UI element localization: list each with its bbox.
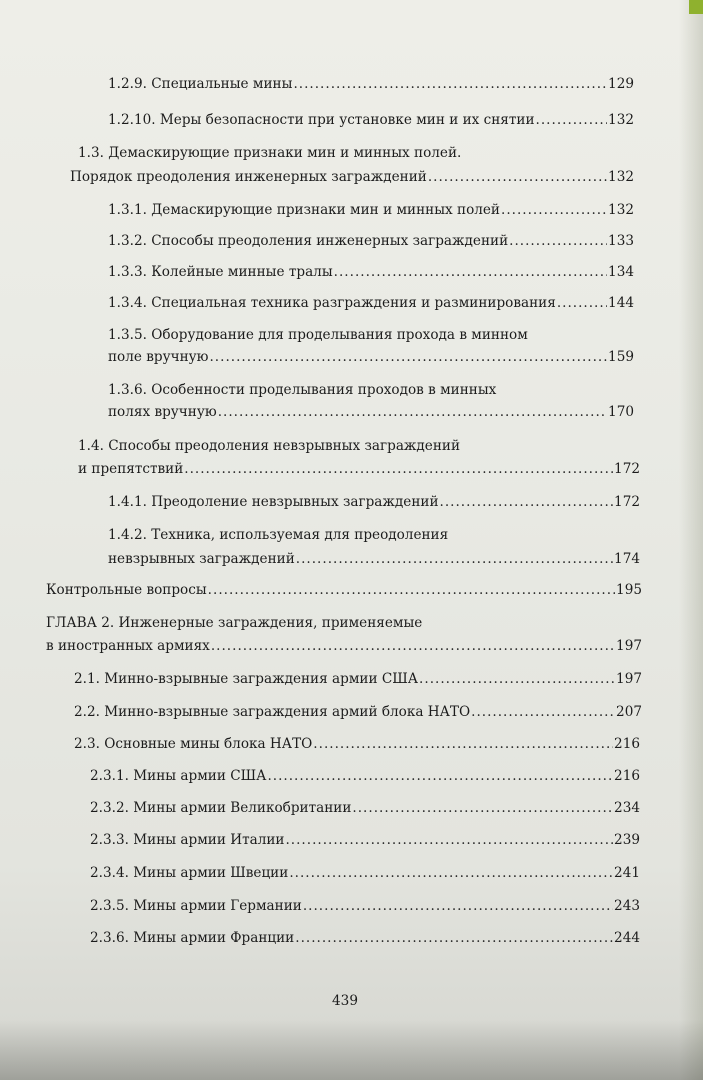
toc-entry-title: 1.3.3. Колейные минные тралы [108,264,333,280]
toc-entry-1-3-3[interactable] [108,264,634,284]
bottom-shadow [0,1020,703,1080]
toc-leader-dots [289,865,613,881]
toc-leader-dots [428,169,607,185]
toc-entry-title: 2.1. Минно-взрывные заграждения армии США [74,671,419,687]
toc-entry-title: 1.3.4. Специальная техника разграждения и разминирования [108,295,556,311]
toc-entry-title: 2.3.6. Мины армии Франции [90,930,295,946]
toc-entry-page: 195 [616,582,642,598]
toc-entry-page: 133 [608,233,634,249]
toc-entry-title: 1.3.2. Способы преодоления инженерных заграждений [108,233,509,249]
toc-entry-control-questions[interactable] [46,582,642,602]
toc-entry-1-4-title-line1[interactable]: 1.4. Способы преодоления невзрывных заграждений [78,438,461,454]
toc-entry-title: Контрольные вопросы [46,582,207,598]
toc-entry-title: в иностранных армиях [46,638,210,654]
toc-entry-1-4-2-title-line1[interactable]: 1.4.2. Техника, используемая для преодоления [108,527,449,543]
toc-entry-page: 132 [608,169,634,185]
toc-entry-page: 170 [608,404,634,420]
toc-entry-1-2-10[interactable] [108,112,634,132]
toc-entry-2-3-2[interactable] [90,800,640,820]
toc-entry-page: 144 [608,295,634,311]
toc-entry-title: 1.2.10. Меры безопасности при установке мин и их снятии [108,112,535,128]
toc-entry-title: и препятствий [78,461,184,477]
toc-leader-dots [285,832,613,848]
toc-entry-title: 2.2. Минно-взрывные заграждения армий блока НАТО [74,704,471,720]
toc-leader-dots [295,930,613,946]
toc-leader-dots [334,264,607,280]
toc-entry-1-4-2[interactable] [108,551,640,571]
toc-entry-page: 216 [614,736,640,752]
toc-entry-title: 2.3.2. Мины армии Великобритании [90,800,352,816]
toc-entry-title: полях вручную [108,404,217,420]
toc-entry-2-1[interactable] [74,671,642,691]
toc-entry-title: 1.2.9. Специальные мины [108,76,293,92]
toc-entry-title: 2.3.3. Мины армии Италии [90,832,285,848]
toc-entry-page: 234 [614,800,640,816]
toc-leader-dots [267,768,613,784]
toc-entry-1-3[interactable] [70,169,634,189]
toc-leader-dots [184,461,613,477]
toc-entry-page: 174 [614,551,640,567]
toc-entry-page: 172 [614,494,640,510]
toc-entry-page: 243 [614,898,640,914]
toc-entry-2-2[interactable] [74,704,642,724]
toc-entry-page: 216 [614,768,640,784]
toc-leader-dots [352,800,613,816]
toc-leader-dots [471,704,615,720]
toc-entry-1-3-5[interactable] [108,349,634,369]
toc-entry-page: 197 [616,671,642,687]
toc-entry-page: 244 [614,930,640,946]
toc-entry-title: 2.3.4. Мины армии Швеции [90,865,289,881]
toc-entry-1-4[interactable] [78,461,640,481]
toc-leader-dots [218,404,607,420]
toc-entry-1-3-6[interactable] [108,404,634,424]
toc-entry-page: 172 [614,461,640,477]
toc-entry-1-3-5-title-line1[interactable]: 1.3.5. Оборудование для проделывания прохода в минном [108,327,528,343]
toc-entry-page: 239 [614,832,640,848]
toc-leader-dots [296,551,613,567]
toc-entry-1-2-9[interactable] [108,76,634,96]
toc-leader-dots [440,494,614,510]
toc-leader-dots [293,76,607,92]
toc-leader-dots [313,736,613,752]
toc-entry-title: невзрывных заграждений [108,551,295,567]
toc-entry-2-3-1[interactable] [90,768,640,788]
toc-entry-1-3-title-line1[interactable]: 1.3. Демаскирующие признаки мин и минных полей. [78,145,462,161]
green-cover-corner [689,0,703,14]
toc-leader-dots [303,898,613,914]
toc-entry-page: 134 [608,264,634,280]
toc-entry-title: 1.3.1. Демаскирующие признаки мин и минных полей [108,202,500,218]
toc-leader-dots [536,112,608,128]
toc-entry-1-3-2[interactable] [108,233,634,253]
toc-leader-dots [557,295,607,311]
toc-entry-title: Порядок преодоления инженерных заграждений [70,169,427,185]
toc-leader-dots [419,671,615,687]
toc-entry-title: поле вручную [108,349,209,365]
toc-leader-dots [509,233,607,249]
toc-entry-page: 132 [608,202,634,218]
toc-entry-title: 2.3.5. Мины армии Германии [90,898,302,914]
toc-entry-1-3-1[interactable] [108,202,634,222]
toc-entry-2-3[interactable] [74,736,640,756]
toc-entry-1-4-1[interactable] [108,494,640,514]
page-edge-shadow [679,0,703,1080]
toc-entry-2-3-5[interactable] [90,898,640,918]
toc-entry-1-3-6-title-line1[interactable]: 1.3.6. Особенности проделывания проходов в минных [108,382,497,398]
toc-entry-page: 159 [608,349,634,365]
toc-entry-1-3-4[interactable] [108,295,634,315]
toc-entry-page: 129 [608,76,634,92]
toc-entry-2-3-3[interactable] [90,832,640,852]
toc-entry-page: 132 [608,112,634,128]
toc-leader-dots [208,582,615,598]
toc-entry-2-3-4[interactable] [90,865,640,885]
toc-entry-page: 197 [616,638,642,654]
toc-entry-title: 2.3.1. Мины армии США [90,768,267,784]
toc-entry-page: 241 [614,865,640,881]
toc-leader-dots [209,349,607,365]
toc-entry-chapter-2[interactable] [46,638,642,658]
page-number: 439 [332,993,358,1009]
toc-leader-dots [501,202,607,218]
toc-entry-page: 207 [616,704,642,720]
toc-entry-chapter-2-title-line1[interactable]: ГЛАВА 2. Инженерные заграждения, применяемые [46,615,423,631]
toc-leader-dots [211,638,615,654]
toc-entry-title: 1.4.1. Преодоление невзрывных заграждений [108,494,439,510]
toc-entry-2-3-6[interactable] [90,930,640,950]
toc-entry-title: 2.3. Основные мины блока НАТО [74,736,313,752]
